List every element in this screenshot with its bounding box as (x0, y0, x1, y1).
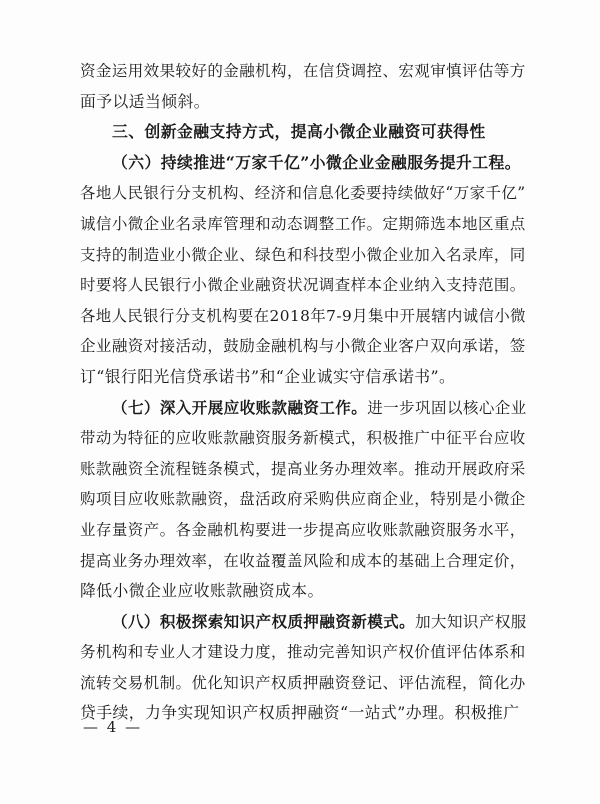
page-number: — 4 — (83, 718, 143, 736)
text-line (80, 87, 526, 118)
text-run: 支持的制造业小微企业、绿色和科技型小微企业加入名录库，同 (80, 245, 526, 264)
text-line (80, 423, 526, 454)
text-run: 各地人民银行分支机构、经济和信息化委要持续做好“万家千亿” (80, 184, 526, 203)
text-run: 账款融资全流程链条模式，提高业务办理效率。推动开展政府采 (80, 459, 526, 478)
text-run: 面予以适当倾斜。 (80, 91, 210, 111)
text-run: 购项目应收账款融资，盘活政府采购供应商企业，特别是小微企 (80, 490, 526, 509)
text-line (80, 698, 526, 729)
text-line (80, 546, 526, 577)
text-run: 降低小微企业应收账款融资成本。 (80, 581, 324, 601)
text-run: 各地人民银行分支机构要在2018年7-9月集中开展辖内诚信小微 (80, 306, 526, 325)
document-body (80, 56, 526, 729)
text-run: 贷手续，力争实现知识产权质押融资“一站式”办理。积极推广 (80, 703, 520, 723)
text-line (80, 637, 526, 668)
bold-text-run: （八）积极探索知识产权质押融资新模式。 (112, 611, 416, 631)
text-run: 加大知识产权服 (415, 612, 527, 631)
bold-text-run: 三、创新金融支持方式，提高小微企业融资可获得性 (112, 122, 486, 142)
text-line (80, 362, 526, 393)
text-line (80, 668, 526, 699)
text-line (80, 301, 526, 332)
text-line (80, 240, 526, 271)
text-line (80, 209, 526, 240)
text-run: 时要将人民银行小微企业融资状况调查样本企业纳入支持范围。 (80, 276, 526, 295)
text-run: 资金运用效果较好的金融机构，在信贷调控、宏观审慎评估等方 (80, 62, 526, 80)
bold-text-run: （六）持续推进“万家千亿”小微企业金融服务提升工程。 (112, 152, 521, 172)
text-line (80, 178, 526, 209)
text-line (80, 56, 526, 87)
text-line (80, 393, 526, 424)
text-run: 进一步巩固以核心企业 (367, 398, 527, 417)
text-line (80, 331, 526, 362)
text-line (80, 607, 526, 638)
text-line (80, 454, 526, 485)
text-line (80, 270, 526, 301)
text-run: 流转交易机制。优化知识产权质押融资登记、评估流程，简化办 (80, 673, 526, 692)
text-line (80, 576, 526, 607)
text-run: 务机构和专业人才建设力度，推动完善知识产权价值评估体系和 (80, 643, 526, 662)
text-line (80, 515, 526, 546)
text-run: 诚信小微企业名录库管理和动态调整工作。定期筛选本地区重点 (80, 214, 526, 233)
text-run: 带动为特征的应收账款融资服务新模式，积极推广中征平台应收 (80, 429, 526, 448)
text-line (80, 148, 526, 179)
section-heading (80, 117, 526, 148)
text-line (80, 484, 526, 515)
text-run: 企业融资对接活动，鼓励金融机构与小微企业客户双向承诺，签 (80, 337, 526, 356)
text-run: 业存量资产。各金融机构要进一步提高应收账款融资服务水平， (80, 520, 526, 539)
text-run: 订“银行阳光信贷承诺书”和“企业诚实守信承诺书”。 (80, 366, 456, 386)
bold-text-run: （七）深入开展应收账款融资工作。 (112, 397, 368, 417)
text-run: 提高业务办理效率，在收益覆盖风险和成本的基础上合理定价， (80, 551, 526, 570)
